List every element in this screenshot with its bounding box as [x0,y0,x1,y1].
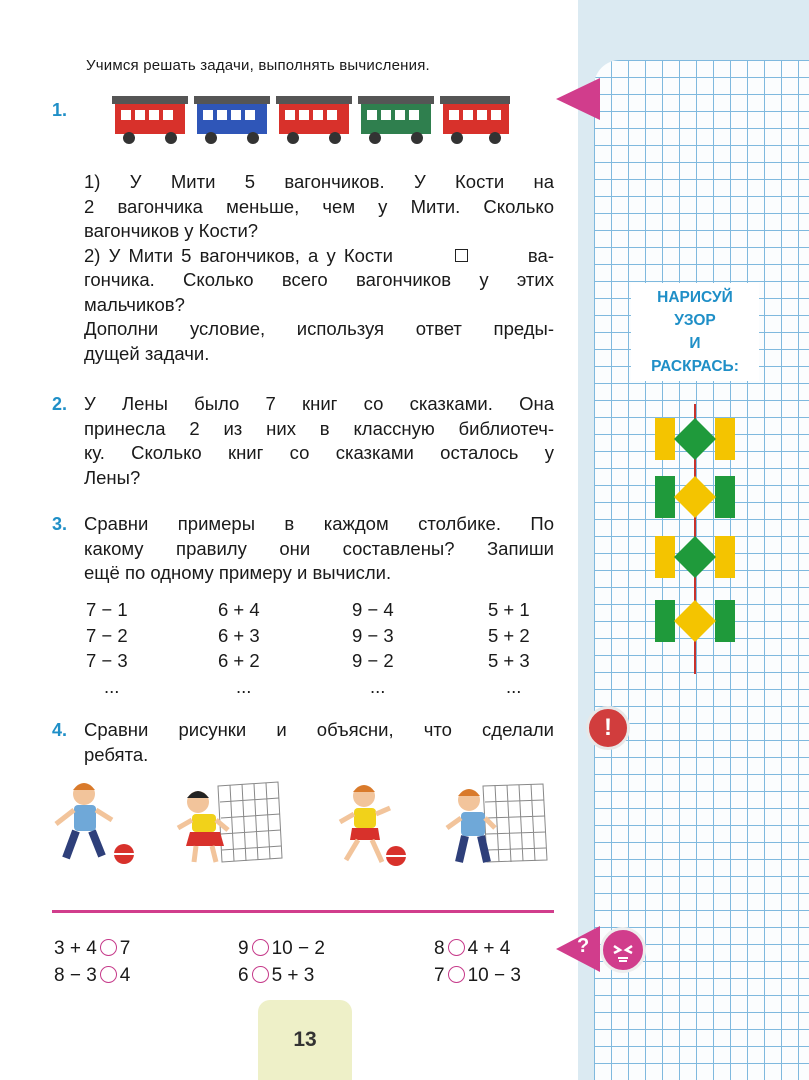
exclamation-icon: ! [586,706,630,750]
section-divider [52,910,554,913]
boy-kicking-figure [56,783,134,864]
example-column-2: 6 + 4 6 + 3 6 + 2 ... [218,599,260,697]
comparison-column-1 [54,935,130,989]
wagon-2 [194,96,270,144]
task-1-number: 1. [52,100,68,120]
girl-goalkeeper-figure [178,782,282,862]
example-column-1: 7 − 1 7 − 2 7 − 3 ... [86,599,128,697]
wagon-5 [440,96,510,144]
pattern-drawing [653,404,737,674]
comparison-row: 8 − 3 4 [54,965,131,986]
question-mark: ? [577,935,590,957]
task-4-number: 4. [52,720,68,740]
blank-box [455,249,468,262]
task-2-text: У Лены было 7 книг со сказками. Она принесла 2 из них в классную библиотеч- ку. Сколько книг со сказками осталось у Лены? [84,393,554,488]
comparison-row: 7 10 − 3 [434,965,521,986]
page-subtitle: Учимся решать задачи, выполнять вычисления. [86,57,430,74]
pattern-task-title: НАРИСУЙ УЗОР И РАСКРАСЬ: [631,283,759,381]
answer-circle[interactable] [100,966,117,983]
task-3-number: 3. [52,514,68,534]
comparison-row: 3 + 4 7 [54,938,131,959]
answer-circle[interactable] [252,966,269,983]
pink-pointer-icon [556,78,600,120]
comparison-row: 8 4 + 4 [434,938,511,959]
train-illustration [108,90,518,150]
task-3-text: Сравни примеры в каждом столбике. По какому правилу они составлены? Запиши ещё по одному примеру и вычисли. [84,513,554,583]
answer-circle[interactable] [448,939,465,956]
wagon-4 [358,96,434,144]
page-number: 13 [258,1000,352,1080]
answer-circle[interactable] [252,939,269,956]
comparison-row: 6 5 + 3 [238,965,315,986]
wagon-3 [276,96,352,144]
example-column-4: 5 + 1 5 + 2 5 + 3 ... [488,599,530,697]
comparison-column-3 [434,935,521,989]
task-4-text: Сравни рисунки и объясни, что сделали ребята. [84,719,554,765]
comparison-column-2 [238,935,325,989]
football-illustrations [48,776,558,870]
wagon-1 [112,96,188,144]
thinking-face-icon [600,927,646,973]
comparison-row: 9 10 − 2 [238,938,325,959]
boy-goalkeeper-figure [447,784,547,862]
example-column-3: 9 − 4 9 − 3 9 − 2 ... [352,599,394,697]
task-1-text: 1) У Мити 5 вагончиков. У Кости на 2 вагончика меньше, чем у Мити. Сколько вагончиков у Кости? 2) У Мити 5 вагончиков, а у Кости ва- гончика. Сколько всего вагончиков у этих мальчиков? Дополни условие, используя ответ преды- дущей задачи. [84,171,554,364]
girl-kicking-figure [340,785,406,866]
answer-circle[interactable] [448,966,465,983]
task-2-number: 2. [52,394,68,414]
answer-circle[interactable] [100,939,117,956]
